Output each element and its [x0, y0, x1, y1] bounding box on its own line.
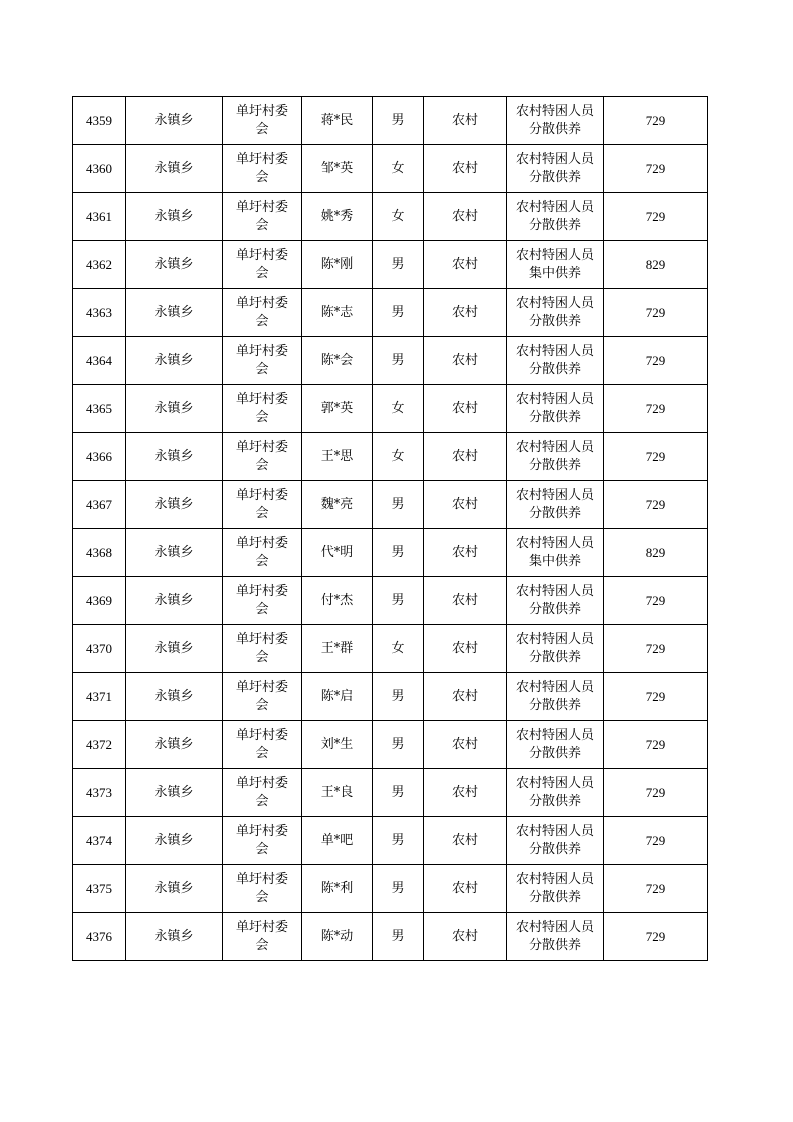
table-row	[73, 481, 708, 529]
category-cell	[507, 577, 604, 625]
table-row	[73, 625, 708, 673]
category-cell	[507, 673, 604, 721]
township-cell: 永镇乡	[126, 145, 223, 193]
category-cell-line: 农村特困人员	[515, 103, 594, 119]
village-cell-line: 单圩村委	[235, 103, 288, 119]
name-cell: 魏*亮	[302, 481, 373, 529]
name-cell: 王*思	[302, 433, 373, 481]
area-cell: 农村	[424, 721, 507, 769]
gender-cell: 男	[373, 289, 424, 337]
category-cell-line: 分散供养	[528, 697, 581, 713]
village-cell-line: 单圩村委	[235, 439, 288, 455]
category-cell-line: 分散供养	[528, 121, 581, 137]
area-cell: 农村	[424, 193, 507, 241]
category-cell-line: 分散供养	[528, 361, 581, 377]
village-cell-line: 会	[255, 313, 269, 329]
village-cell-line: 会	[255, 505, 269, 521]
roster-table	[72, 96, 708, 961]
area-cell: 农村	[424, 385, 507, 433]
village-cell	[223, 193, 302, 241]
village-cell-line: 会	[255, 169, 269, 185]
township-cell: 永镇乡	[126, 289, 223, 337]
row-number-cell: 4374	[73, 817, 126, 865]
row-number-cell: 4366	[73, 433, 126, 481]
category-cell	[507, 97, 604, 145]
category-cell-line: 集中供养	[528, 265, 581, 281]
village-cell	[223, 529, 302, 577]
name-cell: 陈*启	[302, 673, 373, 721]
amount-cell: 729	[604, 769, 708, 817]
name-cell: 王*群	[302, 625, 373, 673]
category-cell	[507, 385, 604, 433]
amount-cell: 829	[604, 241, 708, 289]
name-cell: 陈*刚	[302, 241, 373, 289]
name-cell: 蒋*民	[302, 97, 373, 145]
table-row	[73, 97, 708, 145]
gender-cell: 男	[373, 97, 424, 145]
category-cell-line: 分散供养	[528, 889, 581, 905]
category-cell-line: 分散供养	[528, 457, 581, 473]
category-cell	[507, 865, 604, 913]
township-cell: 永镇乡	[126, 625, 223, 673]
row-number-cell: 4370	[73, 625, 126, 673]
amount-cell: 729	[604, 337, 708, 385]
table-row	[73, 817, 708, 865]
area-cell: 农村	[424, 481, 507, 529]
category-cell-line: 分散供养	[528, 169, 581, 185]
table-row	[73, 577, 708, 625]
village-cell-line: 单圩村委	[235, 775, 288, 791]
category-cell-line: 农村特困人员	[515, 391, 594, 407]
name-cell: 邹*英	[302, 145, 373, 193]
category-cell	[507, 193, 604, 241]
table-row	[73, 721, 708, 769]
row-number-cell: 4368	[73, 529, 126, 577]
gender-cell: 男	[373, 337, 424, 385]
table-row	[73, 433, 708, 481]
row-number-cell: 4375	[73, 865, 126, 913]
area-cell: 农村	[424, 529, 507, 577]
table-row	[73, 289, 708, 337]
amount-cell: 729	[604, 817, 708, 865]
village-cell-line: 单圩村委	[235, 151, 288, 167]
category-cell-line: 分散供养	[528, 745, 581, 761]
village-cell-line: 会	[255, 745, 269, 761]
township-cell: 永镇乡	[126, 673, 223, 721]
village-cell	[223, 817, 302, 865]
roster-body	[73, 97, 708, 961]
category-cell	[507, 433, 604, 481]
row-number-cell: 4360	[73, 145, 126, 193]
amount-cell: 829	[604, 529, 708, 577]
township-cell: 永镇乡	[126, 769, 223, 817]
village-cell	[223, 625, 302, 673]
gender-cell: 男	[373, 673, 424, 721]
name-cell: 刘*生	[302, 721, 373, 769]
village-cell	[223, 433, 302, 481]
category-cell	[507, 625, 604, 673]
category-cell	[507, 769, 604, 817]
amount-cell: 729	[604, 433, 708, 481]
category-cell-line: 农村特困人员	[515, 343, 594, 359]
amount-cell: 729	[604, 865, 708, 913]
village-cell-line: 单圩村委	[235, 919, 288, 935]
gender-cell: 男	[373, 721, 424, 769]
township-cell: 永镇乡	[126, 721, 223, 769]
category-cell	[507, 817, 604, 865]
area-cell: 农村	[424, 625, 507, 673]
category-cell-line: 农村特困人员	[515, 823, 594, 839]
category-cell-line: 农村特困人员	[515, 583, 594, 599]
row-number-cell: 4365	[73, 385, 126, 433]
village-cell	[223, 481, 302, 529]
amount-cell: 729	[604, 913, 708, 961]
category-cell	[507, 481, 604, 529]
table-row	[73, 529, 708, 577]
amount-cell: 729	[604, 97, 708, 145]
category-cell-line: 农村特困人员	[515, 487, 594, 503]
name-cell: 付*杰	[302, 577, 373, 625]
gender-cell: 女	[373, 385, 424, 433]
village-cell	[223, 673, 302, 721]
row-number-cell: 4376	[73, 913, 126, 961]
area-cell: 农村	[424, 817, 507, 865]
amount-cell: 729	[604, 625, 708, 673]
gender-cell: 男	[373, 865, 424, 913]
category-cell-line: 农村特困人员	[515, 295, 594, 311]
category-cell-line: 分散供养	[528, 313, 581, 329]
village-cell	[223, 337, 302, 385]
category-cell-line: 分散供养	[528, 217, 581, 233]
village-cell-line: 单圩村委	[235, 823, 288, 839]
table-row	[73, 385, 708, 433]
village-cell-line: 单圩村委	[235, 295, 288, 311]
village-cell	[223, 385, 302, 433]
gender-cell: 男	[373, 913, 424, 961]
village-cell-line: 会	[255, 697, 269, 713]
category-cell-line: 农村特困人员	[515, 727, 594, 743]
village-cell-line: 会	[255, 361, 269, 377]
category-cell	[507, 241, 604, 289]
village-cell-line: 会	[255, 553, 269, 569]
area-cell: 农村	[424, 145, 507, 193]
name-cell: 姚*秀	[302, 193, 373, 241]
village-cell-line: 会	[255, 121, 269, 137]
village-cell	[223, 769, 302, 817]
area-cell: 农村	[424, 97, 507, 145]
village-cell	[223, 913, 302, 961]
category-cell-line: 农村特困人员	[515, 247, 594, 263]
amount-cell: 729	[604, 193, 708, 241]
amount-cell: 729	[604, 481, 708, 529]
name-cell: 陈*利	[302, 865, 373, 913]
village-cell-line: 会	[255, 889, 269, 905]
area-cell: 农村	[424, 241, 507, 289]
township-cell: 永镇乡	[126, 481, 223, 529]
township-cell: 永镇乡	[126, 913, 223, 961]
amount-cell: 729	[604, 289, 708, 337]
village-cell	[223, 721, 302, 769]
village-cell	[223, 145, 302, 193]
row-number-cell: 4369	[73, 577, 126, 625]
amount-cell: 729	[604, 577, 708, 625]
category-cell-line: 农村特困人员	[515, 151, 594, 167]
area-cell: 农村	[424, 673, 507, 721]
table-row	[73, 193, 708, 241]
village-cell-line: 单圩村委	[235, 871, 288, 887]
row-number-cell: 4362	[73, 241, 126, 289]
village-cell	[223, 241, 302, 289]
township-cell: 永镇乡	[126, 193, 223, 241]
village-cell	[223, 865, 302, 913]
village-cell-line: 单圩村委	[235, 583, 288, 599]
amount-cell: 729	[604, 145, 708, 193]
township-cell: 永镇乡	[126, 337, 223, 385]
row-number-cell: 4367	[73, 481, 126, 529]
area-cell: 农村	[424, 913, 507, 961]
row-number-cell: 4371	[73, 673, 126, 721]
gender-cell: 男	[373, 577, 424, 625]
row-number-cell: 4364	[73, 337, 126, 385]
category-cell-line: 分散供养	[528, 601, 581, 617]
category-cell-line: 农村特困人员	[515, 439, 594, 455]
area-cell: 农村	[424, 337, 507, 385]
village-cell-line: 单圩村委	[235, 679, 288, 695]
category-cell-line: 农村特困人员	[515, 919, 594, 935]
category-cell-line: 农村特困人员	[515, 775, 594, 791]
area-cell: 农村	[424, 769, 507, 817]
category-cell	[507, 289, 604, 337]
gender-cell: 男	[373, 529, 424, 577]
amount-cell: 729	[604, 721, 708, 769]
name-cell: 陈*会	[302, 337, 373, 385]
name-cell: 代*明	[302, 529, 373, 577]
village-cell-line: 单圩村委	[235, 487, 288, 503]
gender-cell: 女	[373, 145, 424, 193]
table-row	[73, 865, 708, 913]
category-cell	[507, 721, 604, 769]
category-cell-line: 农村特困人员	[515, 631, 594, 647]
name-cell: 单*吧	[302, 817, 373, 865]
area-cell: 农村	[424, 289, 507, 337]
category-cell-line: 分散供养	[528, 841, 581, 857]
village-cell	[223, 289, 302, 337]
village-cell-line: 单圩村委	[235, 391, 288, 407]
gender-cell: 女	[373, 193, 424, 241]
amount-cell: 729	[604, 385, 708, 433]
village-cell-line: 会	[255, 265, 269, 281]
name-cell: 王*良	[302, 769, 373, 817]
row-number-cell: 4359	[73, 97, 126, 145]
category-cell	[507, 529, 604, 577]
gender-cell: 男	[373, 769, 424, 817]
township-cell: 永镇乡	[126, 241, 223, 289]
township-cell: 永镇乡	[126, 529, 223, 577]
township-cell: 永镇乡	[126, 385, 223, 433]
category-cell-line: 分散供养	[528, 649, 581, 665]
village-cell-line: 会	[255, 793, 269, 809]
row-number-cell: 4361	[73, 193, 126, 241]
row-number-cell: 4363	[73, 289, 126, 337]
category-cell-line: 分散供养	[528, 937, 581, 953]
name-cell: 陈*志	[302, 289, 373, 337]
village-cell-line: 会	[255, 841, 269, 857]
area-cell: 农村	[424, 433, 507, 481]
village-cell-line: 会	[255, 601, 269, 617]
village-cell	[223, 97, 302, 145]
gender-cell: 男	[373, 481, 424, 529]
village-cell-line: 会	[255, 937, 269, 953]
village-cell-line: 会	[255, 457, 269, 473]
amount-cell: 729	[604, 673, 708, 721]
row-number-cell: 4372	[73, 721, 126, 769]
table-row	[73, 241, 708, 289]
gender-cell: 女	[373, 433, 424, 481]
gender-cell: 男	[373, 241, 424, 289]
category-cell	[507, 913, 604, 961]
village-cell-line: 会	[255, 649, 269, 665]
village-cell-line: 会	[255, 217, 269, 233]
table-row	[73, 769, 708, 817]
village-cell	[223, 577, 302, 625]
township-cell: 永镇乡	[126, 577, 223, 625]
category-cell-line: 分散供养	[528, 793, 581, 809]
township-cell: 永镇乡	[126, 97, 223, 145]
category-cell-line: 农村特困人员	[515, 871, 594, 887]
category-cell-line: 集中供养	[528, 553, 581, 569]
area-cell: 农村	[424, 577, 507, 625]
village-cell-line: 单圩村委	[235, 631, 288, 647]
name-cell: 郭*英	[302, 385, 373, 433]
table-row	[73, 145, 708, 193]
category-cell	[507, 145, 604, 193]
row-number-cell: 4373	[73, 769, 126, 817]
table-row	[73, 673, 708, 721]
category-cell	[507, 337, 604, 385]
village-cell-line: 单圩村委	[235, 343, 288, 359]
township-cell: 永镇乡	[126, 865, 223, 913]
village-cell-line: 单圩村委	[235, 727, 288, 743]
township-cell: 永镇乡	[126, 433, 223, 481]
village-cell-line: 单圩村委	[235, 199, 288, 215]
area-cell: 农村	[424, 865, 507, 913]
village-cell-line: 会	[255, 409, 269, 425]
category-cell-line: 农村特困人员	[515, 679, 594, 695]
category-cell-line: 农村特困人员	[515, 199, 594, 215]
gender-cell: 女	[373, 625, 424, 673]
village-cell-line: 单圩村委	[235, 535, 288, 551]
category-cell-line: 分散供养	[528, 505, 581, 521]
category-cell-line: 农村特困人员	[515, 535, 594, 551]
category-cell-line: 分散供养	[528, 409, 581, 425]
gender-cell: 男	[373, 817, 424, 865]
township-cell: 永镇乡	[126, 817, 223, 865]
name-cell: 陈*动	[302, 913, 373, 961]
table-row	[73, 337, 708, 385]
table-row	[73, 913, 708, 961]
village-cell-line: 单圩村委	[235, 247, 288, 263]
